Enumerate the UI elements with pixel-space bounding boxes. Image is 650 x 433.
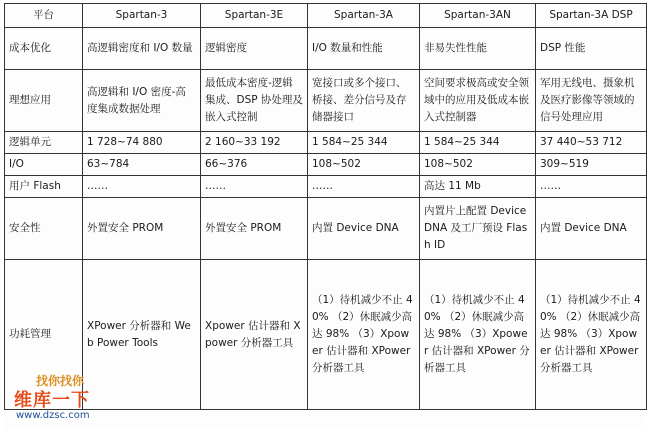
watermark-url: www.dzsc.com — [16, 410, 90, 421]
table-cell: XPower 分析器和 Web Power Tools — [83, 260, 201, 410]
row-label: 理想应用 — [5, 70, 83, 132]
table-row — [5, 198, 647, 260]
table-cell: 非易失性性能 — [420, 28, 536, 70]
table-cell: （1）待机减少不止 40% （2）休眠减少高达 98% （3）Xpower 估计器和 XPower 分析器工具 — [536, 260, 647, 410]
table-row — [5, 176, 647, 198]
table-row — [5, 154, 647, 176]
table-row — [5, 132, 647, 154]
header-cell: Spartan-3 — [83, 4, 201, 28]
table-cell: 1 584~25 344 — [308, 132, 420, 154]
table-cell: 内置片上配置 Device DNA 及工厂预设 Flash ID — [420, 198, 536, 260]
table-cell: 高逻辑和 I/O 密度-高度集成数据处理 — [83, 70, 201, 132]
table-cell: I/O 数量和性能 — [308, 28, 420, 70]
table-cell: …… — [83, 176, 201, 198]
table-row — [5, 28, 647, 70]
table-cell: 最低成本密度-逻辑集成、DSP 协处理及嵌入式控制 — [201, 70, 308, 132]
header-cell: Spartan-3A — [308, 4, 420, 28]
table-cell: 内置 Device DNA — [308, 198, 420, 260]
header-cell: Spartan-3E — [201, 4, 308, 28]
watermark-logo — [6, 374, 146, 426]
row-label: 成本优化 — [5, 28, 83, 70]
header-cell: Spartan-3AN — [420, 4, 536, 28]
table-cell: …… — [536, 176, 647, 198]
table-cell: （1）待机减少不止 40% （2）休眠减少高达 98% （3）Xpower 估计器和 XPower 分析器工具 — [308, 260, 420, 410]
table-cell: Xpower 估计器和 Xpower 分析器工具 — [201, 260, 308, 410]
watermark-slogan: 找你找你 — [36, 374, 85, 388]
table-cell: 内置 Device DNA — [536, 198, 647, 260]
table-row — [5, 70, 647, 132]
table-cell: 37 440~53 712 — [536, 132, 647, 154]
header-cell: 平台 — [5, 4, 83, 28]
table-cell: 309~519 — [536, 154, 647, 176]
table-cell: 军用无线电、摄象机及医疗影像等领域的信号处理应用 — [536, 70, 647, 132]
table-cell: 外置安全 PROM — [201, 198, 308, 260]
table-cell: 108~502 — [308, 154, 420, 176]
row-label: I/O — [5, 154, 83, 176]
spec-table-sheet — [4, 3, 646, 430]
table-cell: 外置安全 PROM — [83, 198, 201, 260]
table-cell: 108~502 — [420, 154, 536, 176]
table-cell: 空间要求极高或安全领域中的应用及低成本嵌入式控制器 — [420, 70, 536, 132]
header-row — [5, 4, 647, 28]
row-label: 功耗管理 — [5, 260, 83, 410]
row-label: 用户 Flash — [5, 176, 83, 198]
table-cell: 63~784 — [83, 154, 201, 176]
table-cell: （1）待机减少不止 40% （2）休眠减少高达 98% （3）Xpower 估计器和 XPower 分析器工具 — [420, 260, 536, 410]
table-cell: 逻辑密度 — [201, 28, 308, 70]
table-cell: …… — [201, 176, 308, 198]
table-cell: DSP 性能 — [536, 28, 647, 70]
table-cell: 66~376 — [201, 154, 308, 176]
spartan-comparison-table — [4, 3, 647, 410]
watermark-brand: 维库一下 — [14, 390, 90, 411]
table-cell: 高达 11 Mb — [420, 176, 536, 198]
table-cell: 1 584~25 344 — [420, 132, 536, 154]
table-cell: …… — [308, 176, 420, 198]
row-label: 安全性 — [5, 198, 83, 260]
table-cell: 高逻辑密度和 I/O 数量 — [83, 28, 201, 70]
table-cell: 2 160~33 192 — [201, 132, 308, 154]
table-cell: 1 728~74 880 — [83, 132, 201, 154]
table-cell: 宽接口或多个接口、桥接、差分信号及存储器接口 — [308, 70, 420, 132]
header-cell: Spartan-3A DSP — [536, 4, 647, 28]
row-label: 逻辑单元 — [5, 132, 83, 154]
